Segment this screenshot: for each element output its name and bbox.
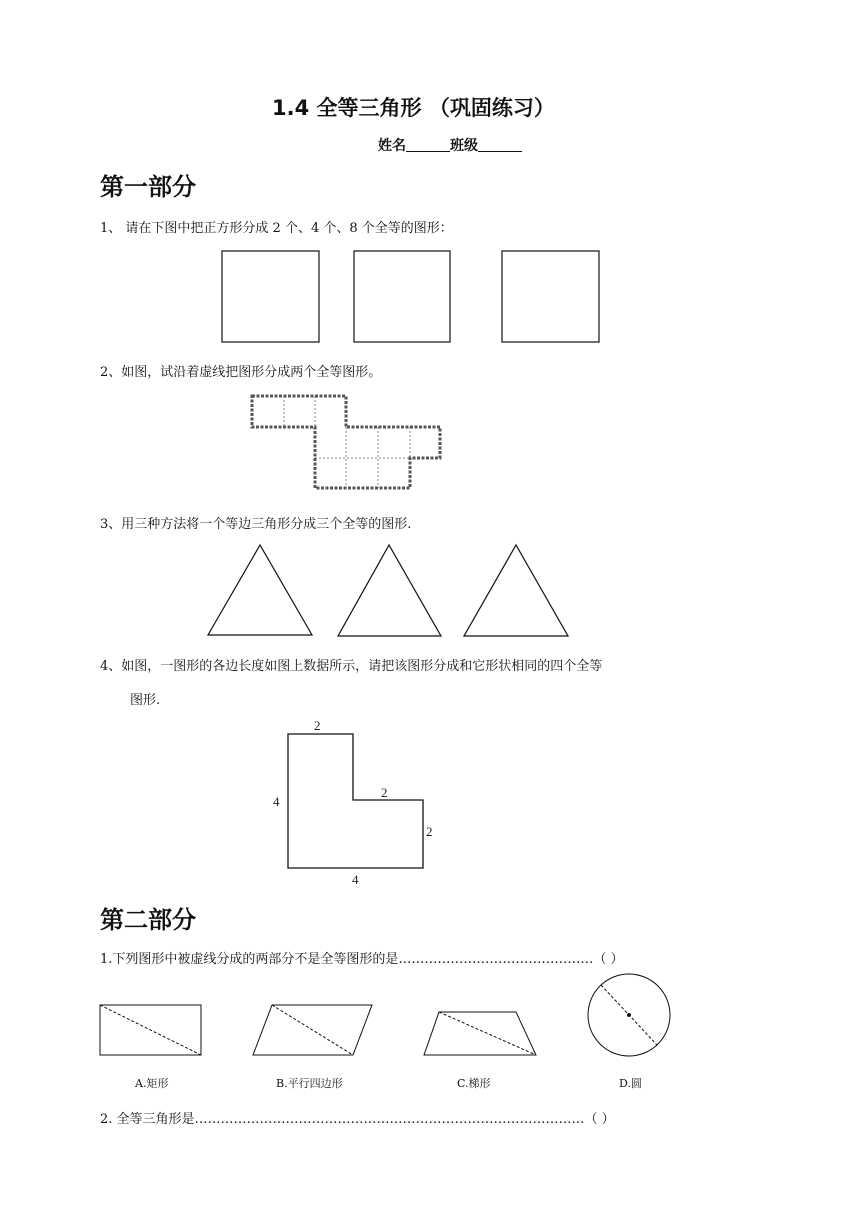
q4-l-shape: [273, 718, 433, 887]
option-b-caption: B.平行四边形: [276, 1077, 343, 1090]
option-c-caption: C.梯形: [457, 1077, 491, 1090]
q2-grid-shape: [252, 396, 440, 488]
question-4-line2: 图形.: [130, 693, 161, 708]
part2-question-1: 1.下列图形中被虚线分成的两部分不是全等图形的是………………………………………（ ）: [100, 952, 624, 967]
dim-middle: 2: [381, 785, 388, 800]
square-2: [354, 251, 450, 342]
square-3: [502, 251, 599, 342]
q3-triangles: [208, 545, 568, 636]
dim-left: 4: [273, 794, 280, 809]
question-3: 3、用三种方法将一个等边三角形分成三个全等的图形.: [100, 517, 412, 532]
q1-squares: [222, 251, 599, 342]
part2-question-2: 2. 全等三角形是………………………………………………………………………………（ ）: [100, 1112, 615, 1127]
option-a-rectangle: [100, 1005, 201, 1055]
grid-outline: [252, 396, 440, 488]
option-d-caption: D.圆: [619, 1077, 642, 1090]
dim-right: 2: [426, 824, 433, 839]
option-c-trapezoid: [424, 1012, 536, 1055]
triangle-2: [338, 545, 441, 636]
square-1: [222, 251, 319, 342]
question-1: 1、 请在下图中把正方形分成 2 个、4 个、8 个全等的图形：: [100, 221, 453, 236]
triangle-1: [208, 545, 312, 635]
option-b-parallelogram: [253, 1005, 372, 1055]
circle-center-dot: [627, 1013, 631, 1017]
question-2: 2、如图，试沿着虚线把图形分成两个全等图形。: [100, 365, 382, 380]
question-4-line1: 4、如图，一图形的各边长度如图上数据所示，请把该图形分成和它形状相同的四个全等: [100, 659, 603, 674]
page-title: 1.4 全等三角形 （巩固练习）: [272, 96, 555, 120]
option-a-caption: A.矩形: [135, 1077, 169, 1090]
dim-top: 2: [314, 718, 321, 733]
name-label: 姓名: [378, 138, 406, 154]
option-d-circle: [588, 974, 670, 1056]
part2-heading: 第二部分: [100, 906, 196, 934]
dim-bottom: 4: [352, 872, 359, 887]
part1-heading: 第一部分: [100, 173, 196, 201]
class-label: 班级: [450, 138, 478, 154]
triangle-3: [464, 545, 568, 636]
